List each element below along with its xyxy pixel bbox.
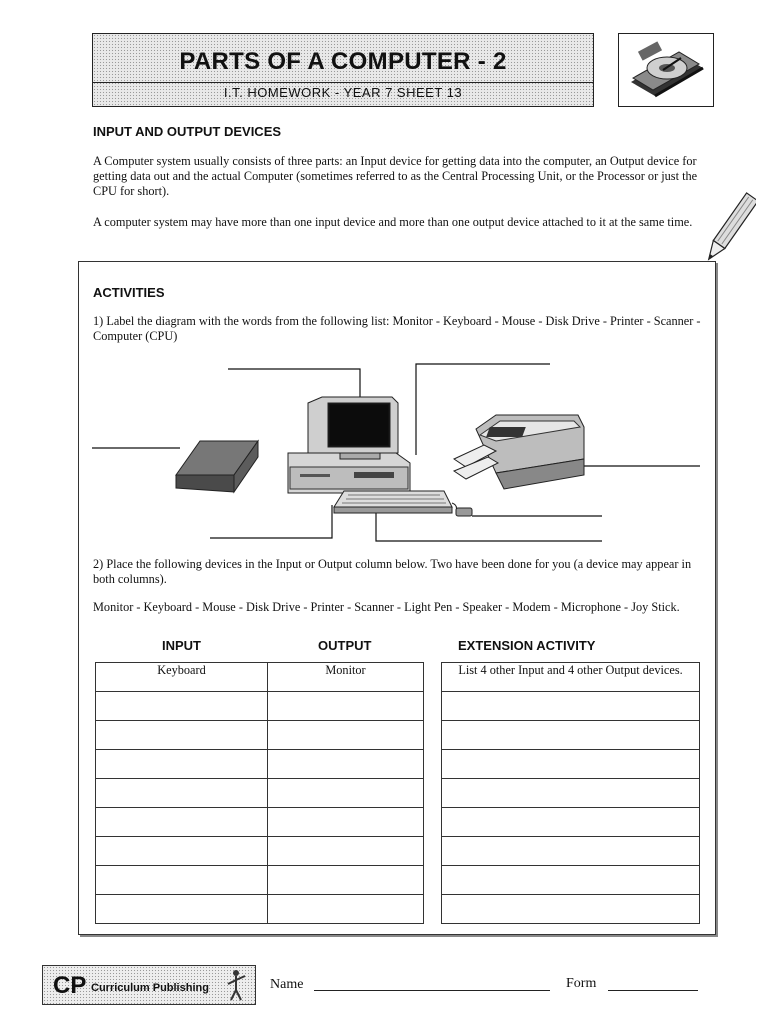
extension-cell[interactable] bbox=[442, 721, 700, 750]
form-field[interactable] bbox=[608, 990, 698, 991]
header-logo-box bbox=[618, 33, 714, 107]
table-row bbox=[442, 866, 700, 895]
form-label: Form bbox=[566, 976, 597, 991]
figure-icon bbox=[223, 968, 251, 1002]
extension-table bbox=[441, 662, 700, 924]
table-row bbox=[442, 837, 700, 866]
input-output-table bbox=[95, 662, 424, 924]
output-cell[interactable] bbox=[268, 895, 424, 924]
name-label: Name bbox=[270, 977, 304, 992]
table-row bbox=[442, 808, 700, 837]
table-row bbox=[442, 721, 700, 750]
input-cell[interactable] bbox=[96, 866, 268, 895]
title-divider bbox=[93, 82, 593, 83]
extension-cell[interactable] bbox=[442, 866, 700, 895]
question-1: 1) Label the diagram with the words from the following list: Monitor - Keyboard - Mouse - Disk Drive - Printer - Scanner - Computer (CPU) bbox=[93, 314, 701, 343]
device-list: Monitor - Keyboard - Mouse - Disk Drive - Printer - Scanner - Light Pen - Speaker - Modem - Microphone - Joy Stick. bbox=[93, 600, 680, 614]
table-row bbox=[442, 779, 700, 808]
mouse-icon bbox=[452, 503, 472, 516]
table-row bbox=[442, 692, 700, 721]
column-header-extension: EXTENSION ACTIVITY bbox=[458, 638, 596, 653]
table-row bbox=[96, 808, 424, 837]
input-cell[interactable] bbox=[96, 808, 268, 837]
publisher-name: Curriculum Publishing bbox=[91, 982, 209, 994]
intro-paragraph: A computer system may have more than one input device and more than one output device attached to it at the same time. bbox=[93, 215, 693, 229]
table-row bbox=[96, 750, 424, 779]
title-box bbox=[92, 33, 594, 107]
question-2: 2) Place the following devices in the Input or Output column below. Two have been done for you (a device may appear in both columns). bbox=[93, 557, 692, 586]
table-row bbox=[96, 779, 424, 808]
output-cell[interactable] bbox=[268, 692, 424, 721]
activities-heading: ACTIVITIES bbox=[93, 285, 165, 300]
input-cell[interactable] bbox=[96, 721, 268, 750]
intro-paragraph: A Computer system usually consists of three parts: an Input device for getting data into the computer, an Output device for getting data out and the actual Computer (sometimes referred to as the Central Processing Unit, or the Processor or just the CPU for short). bbox=[93, 154, 698, 198]
extension-cell[interactable] bbox=[442, 692, 700, 721]
table-row bbox=[96, 866, 424, 895]
extension-cell[interactable] bbox=[442, 895, 700, 924]
input-cell[interactable] bbox=[96, 779, 268, 808]
computer-diagram bbox=[92, 355, 704, 550]
name-field[interactable] bbox=[314, 990, 550, 991]
printer-icon bbox=[454, 415, 584, 489]
table-row bbox=[96, 663, 424, 692]
output-cell[interactable] bbox=[268, 721, 424, 750]
output-cell[interactable] bbox=[268, 750, 424, 779]
table-row bbox=[96, 837, 424, 866]
page-subtitle: I.T. HOMEWORK - YEAR 7 SHEET 13 bbox=[223, 85, 463, 100]
extension-cell[interactable] bbox=[442, 779, 700, 808]
section-heading: INPUT AND OUTPUT DEVICES bbox=[93, 124, 282, 139]
table-row bbox=[96, 692, 424, 721]
hard-disk-icon bbox=[619, 34, 713, 106]
extension-cell[interactable] bbox=[442, 837, 700, 866]
publisher-logo bbox=[42, 965, 256, 1005]
column-header-input: INPUT bbox=[162, 638, 201, 653]
monitor-icon bbox=[308, 397, 398, 459]
table-row bbox=[442, 663, 700, 692]
page-title: PARTS OF A COMPUTER - 2 bbox=[179, 48, 507, 75]
table-row bbox=[96, 895, 424, 924]
table-row bbox=[442, 895, 700, 924]
input-cell[interactable] bbox=[96, 895, 268, 924]
keyboard-icon bbox=[334, 491, 452, 513]
extension-cell[interactable] bbox=[442, 808, 700, 837]
output-cell[interactable] bbox=[268, 837, 424, 866]
output-cell[interactable] bbox=[268, 866, 424, 895]
input-cell[interactable] bbox=[96, 692, 268, 721]
output-cell[interactable]: Monitor bbox=[268, 663, 424, 692]
disk-drive-icon bbox=[176, 441, 258, 492]
extension-cell[interactable]: List 4 other Input and 4 other Output devices. bbox=[442, 663, 700, 692]
output-cell[interactable] bbox=[268, 779, 424, 808]
publisher-logo-mark: CP bbox=[53, 972, 87, 999]
table-row bbox=[96, 721, 424, 750]
column-header-output: OUTPUT bbox=[318, 638, 372, 653]
input-cell[interactable] bbox=[96, 750, 268, 779]
input-cell[interactable]: Keyboard bbox=[96, 663, 268, 692]
input-cell[interactable] bbox=[96, 837, 268, 866]
extension-cell[interactable] bbox=[442, 750, 700, 779]
table-row bbox=[442, 750, 700, 779]
output-cell[interactable] bbox=[268, 808, 424, 837]
